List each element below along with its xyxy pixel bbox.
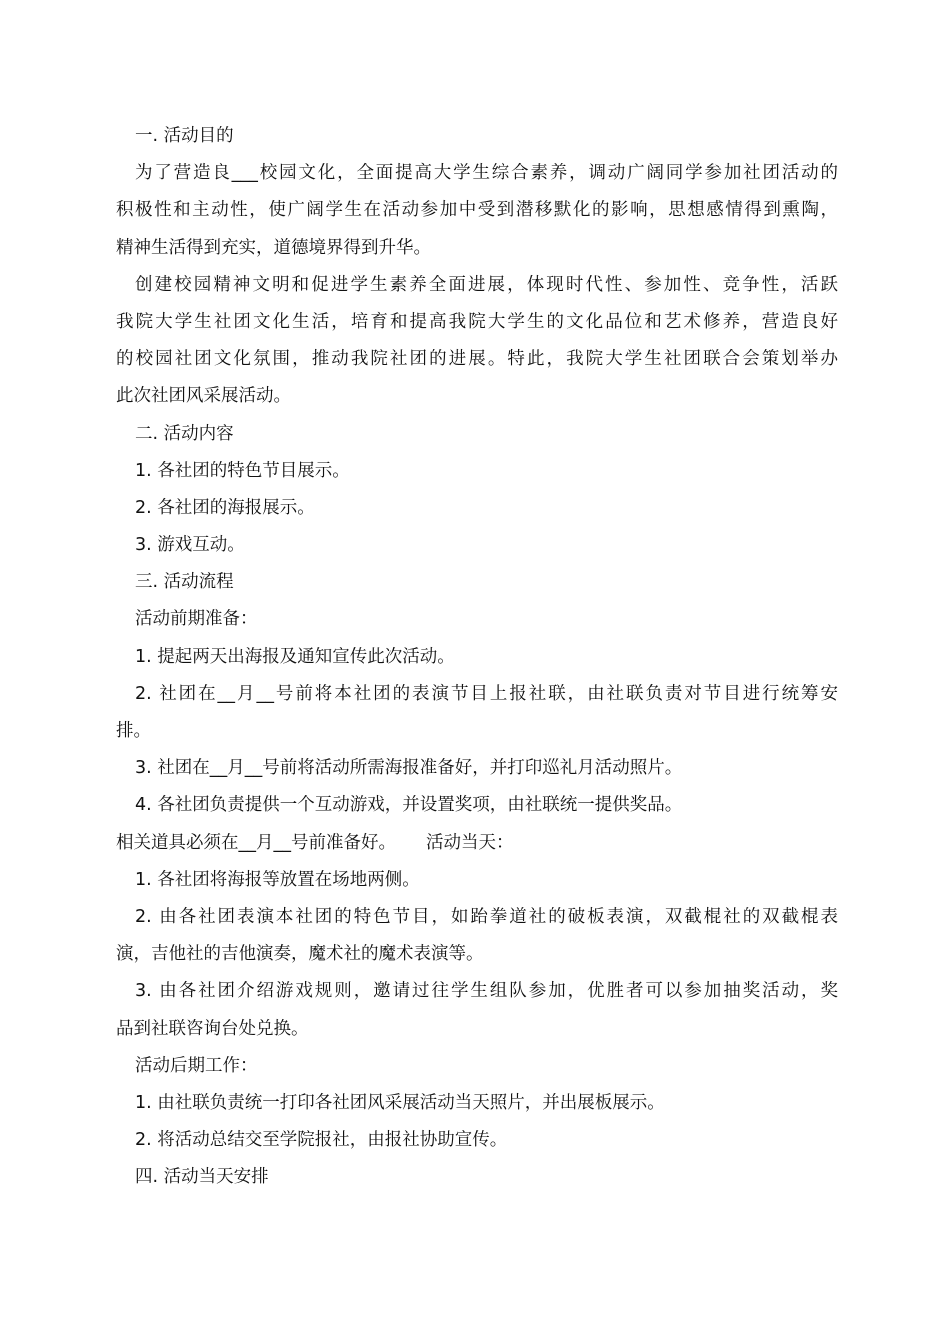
paragraph-line: 积极性和主动性，使广阔学生在活动参加中受到潜移默化的影响，思想感情得到熏陶， [116,200,838,221]
heading-purpose: 一. 活动目的 [135,126,234,146]
list-item: 1. 提起两天出海报及通知宣传此次活动。 [135,646,455,667]
list-item: 3. 游戏互动。 [135,535,245,556]
paragraph-line: 为了营造良___校园文化，全面提高大学生综合素养，调动广阔同学参加社团活动的 [135,163,838,184]
list-item: 2. 由各社团表演本社团的特色节目，如跆拳道社的破板表演，双截棍社的双截棍表 [135,906,838,927]
subheading-post-work: 活动后期工作： [135,1055,258,1076]
list-item: 2. 社团在__月__号前将本社团的表演节目上报社联，由社联负责对节目进行统筹安 [135,683,838,704]
list-item: 4. 各社团负责提供一个互动游戏，并设置奖项，由社联统一提供奖品。 [135,795,683,816]
paragraph-line: 此次社团风采展活动。 [116,386,291,407]
heading-content: 二. 活动内容 [135,423,234,444]
list-item-continuation: 演，吉他社的吉他演奏，魔术社的魔术表演等。 [116,944,484,965]
subheading-preparation: 活动前期准备： [135,609,258,630]
list-item-continuation: 品到社联咨询台处兑换。 [116,1018,309,1039]
list-item: 2. 将活动总结交至学院报社，由报社协助宣传。 [135,1130,508,1151]
paragraph-line: 我院大学生社团文化生活，培育和提高我院大学生的文化品位和艺术修养，营造良好 [116,311,838,332]
subheading-event-day: 活动当天： [426,832,514,853]
list-item: 2. 各社团的海报展示。 [135,497,315,518]
props-deadline-text: 相关道具必须在__月__号前准备好。 [116,832,396,853]
paragraph-line [116,825,838,862]
paragraph-line: 创建校园精神文明和促进学生素养全面进展，体现时代性、参加性、竞争性，活跃 [135,274,838,295]
list-item: 3. 由各社团介绍游戏规则，邀请过往学生组队参加，优胜者可以参加抽奖活动，奖 [135,981,838,1002]
heading-schedule: 四. 活动当天安排 [135,1167,269,1188]
document-page [116,118,838,1196]
heading-process: 三. 活动流程 [135,572,234,593]
list-item: 1. 由社联负责统一打印各社团风采展活动当天照片，并出展板展示。 [135,1092,665,1113]
list-item: 3. 社团在__月__号前将活动所需海报准备好，并打印巡礼月活动照片。 [135,758,683,779]
paragraph-line: 的校园社团文化氛围，推动我院社团的进展。特此，我院大学生社团联合会策划举办 [116,349,838,370]
paragraph-line: 精神生活得到充实，道德境界得到升华。 [116,237,431,258]
list-item-continuation: 排。 [116,721,151,741]
list-item: 1. 各社团将海报等放置在场地两侧。 [135,869,420,890]
list-item: 1. 各社团的特色节目展示。 [135,460,350,481]
